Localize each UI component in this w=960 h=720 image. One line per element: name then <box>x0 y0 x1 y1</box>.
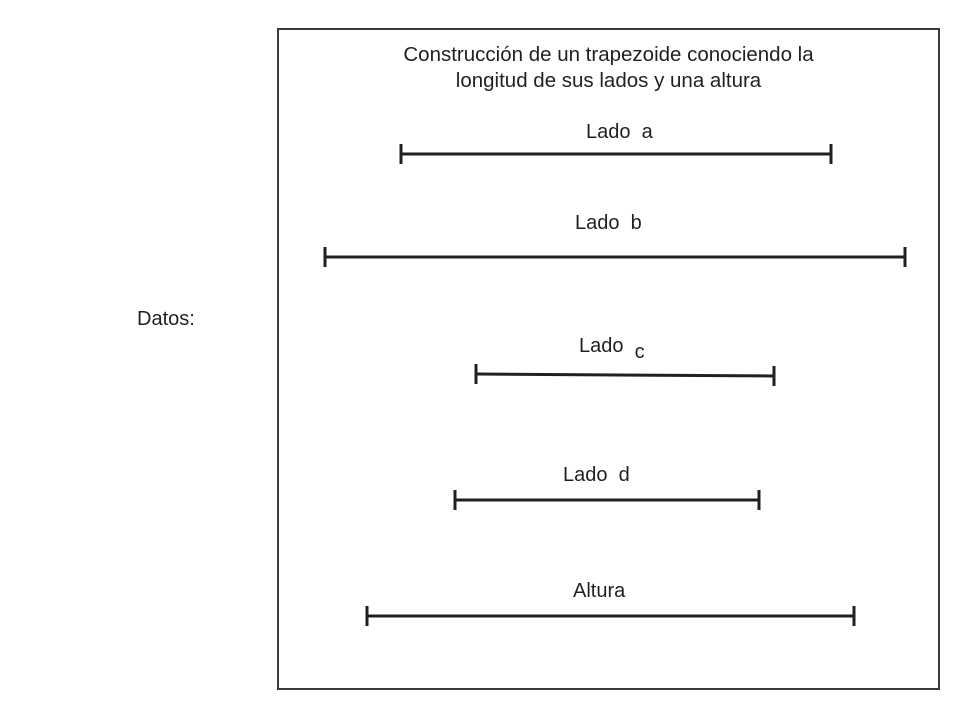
label-lado-c-word: Lado <box>579 335 624 357</box>
label-lado-a <box>586 120 653 144</box>
label-lado-b-letter: b <box>630 212 642 234</box>
label-lado-c <box>579 334 645 363</box>
segment-lado-b <box>325 247 905 267</box>
title-line-1: Construcción de un trapezoide conociendo la <box>403 43 814 66</box>
label-lado-d <box>563 463 630 487</box>
segment-lado-a <box>401 144 831 164</box>
datos-label: Datos: <box>137 308 195 330</box>
label-lado-c-letter: c <box>634 341 645 363</box>
label-lado-d-word: Lado <box>563 464 608 486</box>
label-altura <box>573 579 625 603</box>
label-lado-b-word: Lado <box>575 212 620 234</box>
label-altura-word: Altura <box>573 580 626 602</box>
label-lado-b <box>575 211 642 235</box>
segment-lado-d <box>455 490 759 510</box>
label-lado-a-word: Lado <box>586 121 631 143</box>
label-lado-a-letter: a <box>641 121 653 143</box>
label-lado-d-letter: d <box>618 464 630 486</box>
segment-altura <box>367 606 854 626</box>
segment-lado-c <box>476 364 774 386</box>
title-line-2: longitud de sus lados y una altura <box>455 69 762 92</box>
